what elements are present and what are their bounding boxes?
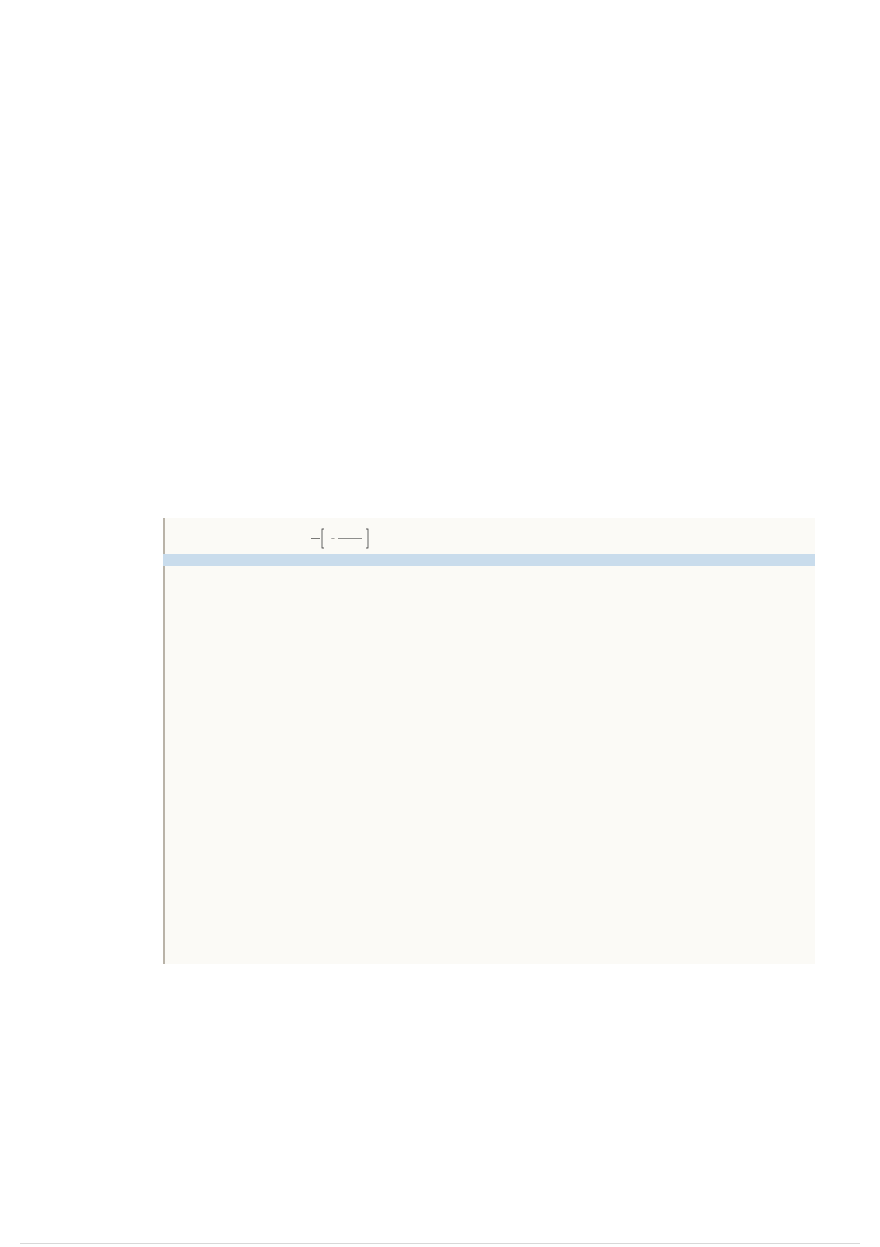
exhibit-border (163, 518, 165, 964)
annuity-exhibit (163, 518, 815, 964)
svg-text:−: − (331, 535, 335, 543)
page-bottom-rule (20, 1243, 860, 1244)
exhibit-header-band (163, 554, 815, 566)
annuity-formula (310, 528, 400, 554)
